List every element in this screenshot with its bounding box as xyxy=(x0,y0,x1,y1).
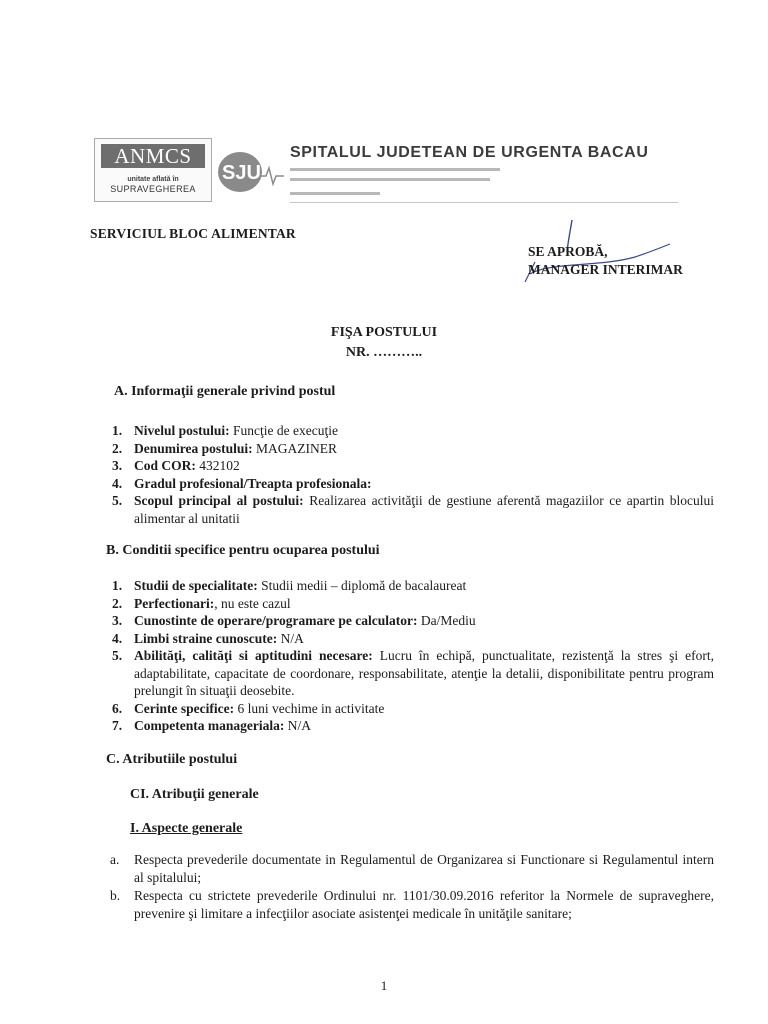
anmcs-logo xyxy=(94,138,212,202)
item-label: Scopul principal al postului: xyxy=(134,493,304,508)
letterhead xyxy=(90,132,680,212)
page-number: 1 xyxy=(380,978,388,993)
item-value: 6 luni vechime in activitate xyxy=(234,700,385,716)
item-number: 2. xyxy=(112,440,123,456)
item-number: 7. xyxy=(112,718,123,733)
section-c-subheading: CI. Atribuţii generale xyxy=(130,787,259,802)
item-label: Studii de specialitate: xyxy=(134,578,258,593)
list-item xyxy=(110,492,714,527)
list-item xyxy=(110,457,714,475)
item-value: Realizarea activităţii de gestiune aferentă magaziilor ce apartin blocului alimentar al unitatii xyxy=(134,493,714,526)
item-number: b. xyxy=(110,888,121,903)
item-number: 3. xyxy=(112,613,123,628)
item-label: Limbi straine cunoscute: xyxy=(134,630,278,646)
approval-block xyxy=(528,243,683,279)
item-label: Cunostinte de operare/programare pe calculator: xyxy=(134,613,418,628)
item-value: 432102 xyxy=(195,458,240,473)
item-value: Funcţie de execuţie xyxy=(229,423,338,438)
document-title xyxy=(0,323,768,363)
item-value: Lucru în echipă, punctualitate, rezistenţă la stres şi efort, adaptabilitate, capacitate de coordonare, responsabilitate, atenţie la detalii, disponibilitate pentru program prelungit în situaţii deosebite. xyxy=(134,648,714,698)
section-c-heading: C. Atributiile postului xyxy=(106,752,238,767)
service-name: SERVICIUL BLOC ALIMENTAR xyxy=(90,226,296,241)
item-value: Da/Mediu xyxy=(417,613,476,628)
section-c-list xyxy=(110,851,714,923)
list-item xyxy=(110,475,714,493)
list-item xyxy=(110,717,714,735)
title-line-2: NR. ……….. xyxy=(345,345,423,360)
item-number: 4. xyxy=(112,630,123,646)
hospital-name: SPITALUL JUDETEAN DE URGENTA BACAU xyxy=(290,144,649,161)
item-label: Competenta manageriala: xyxy=(134,718,285,733)
section-a-list xyxy=(110,422,714,527)
anmcs-logo-subtitle: unitate aflată în xyxy=(127,176,179,183)
item-number: 1. xyxy=(112,578,123,593)
list-item xyxy=(110,887,714,923)
item-number: 3. xyxy=(112,458,123,473)
list-item xyxy=(110,440,714,458)
list-item xyxy=(110,647,714,700)
item-number: 4. xyxy=(112,475,123,491)
section-c-subsection-title: I. Aspecte generale xyxy=(130,821,243,836)
item-number: 2. xyxy=(112,595,123,611)
list-item xyxy=(110,700,714,718)
item-number: 5. xyxy=(112,493,123,508)
anmcs-logo-text: ANMCS xyxy=(101,144,205,168)
item-label: Cerinte specifice: xyxy=(134,700,235,716)
item-label: Denumirea postului: xyxy=(134,440,253,456)
list-item xyxy=(110,612,714,630)
item-text: Respecta prevederile documentate in Regulamentul de Organizarea si Functionare si Regulamentul intern al spitalului; xyxy=(134,852,714,885)
website-line xyxy=(290,192,380,195)
list-item xyxy=(110,630,714,648)
list-item xyxy=(110,577,714,595)
item-number: 6. xyxy=(112,700,123,716)
item-number: 5. xyxy=(112,648,123,663)
approval-line-2: MANAGER INTERIMAR xyxy=(528,262,683,277)
item-label: Perfectionari: xyxy=(134,595,215,611)
section-a-heading: A. Informaţii generale privind postul xyxy=(114,384,336,399)
list-item xyxy=(110,595,714,613)
address-line xyxy=(290,168,500,171)
section-b-heading: B. Conditii specifice pentru ocuparea postului xyxy=(106,543,380,558)
item-value: Studii medii – diplomă de bacalaureat xyxy=(257,578,467,593)
item-value: N/A xyxy=(277,630,304,646)
item-number: 1. xyxy=(112,423,123,438)
item-value: , nu este cazul xyxy=(214,595,291,611)
anmcs-logo-subtitle-2: SUPRAVEGHEREA xyxy=(110,184,196,194)
item-label: Abilităţi, calităţi si aptitudini necesare: xyxy=(134,648,373,663)
item-label: Gradul profesional/Treapta profesionala: xyxy=(134,475,372,491)
sjub-logo xyxy=(216,146,286,196)
section-b-list xyxy=(110,577,714,735)
list-item xyxy=(110,851,714,887)
item-number: a. xyxy=(110,852,120,867)
letterhead-rule xyxy=(290,202,678,203)
contact-line xyxy=(290,178,490,181)
item-text: Respecta cu strictete prevederile Ordinului nr. 1101/30.09.2016 referitor la Normele de supraveghere, prevenire şi limitare a infecţiilor asociate asistenţei medicale în unităţile sanitare; xyxy=(134,888,714,921)
item-label: Nivelul postului: xyxy=(134,423,230,438)
item-value: N/A xyxy=(284,718,311,733)
list-item xyxy=(110,422,714,440)
item-value: MAGAZINER xyxy=(252,440,338,456)
sjub-logo-text: SJUB xyxy=(222,162,276,184)
title-line-1: FIŞA POSTULUI xyxy=(330,325,438,340)
approval-line-1: SE APROBĂ, xyxy=(528,244,608,259)
item-label: Cod COR: xyxy=(134,458,196,473)
